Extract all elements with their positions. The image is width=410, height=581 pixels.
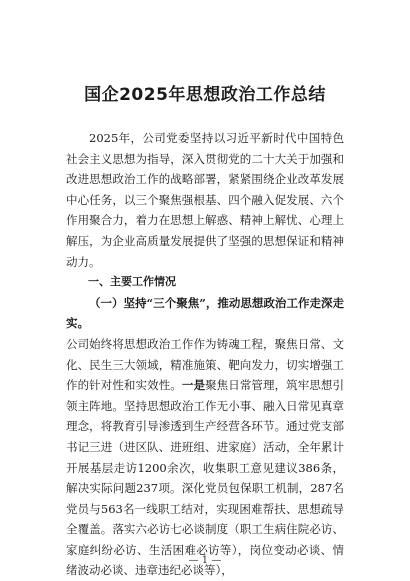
document-title: 国企2025年思想政治工作总结 [84,85,326,105]
document-body [66,128,344,581]
section-heading: 一、主要工作情况 [88,275,176,289]
intro-paragraph: 2025年，公司党委坚持以习近平新时代中国特色社会主义思想为指导，深入贯彻党的二十大关于加强和改进思想政治工作的战略部署，紧紧围绕企业改革发展中心任务，以三个聚焦强根基、四个融入促发展、六个作用聚合力，着力在思想上解惑、精神上解忧、心理上解压，为企业高质量发展提供了坚强的思想保证和精神动力。 [66,131,344,269]
page-number: — 1 — [188,555,222,566]
body-paragraph [66,334,344,581]
paragraph-rest: 聚焦日常管理，筑牢思想引领主阵地。坚持思想政治工作无小事、融入日常见真章理念，将教育引导渗透到生产经营各环节。通过党支部书记三进（进区队、进班组、进家庭）活动，全年累计开展基层走访1200余次，收集职工意见建议386条，解决实际问题237项。深化党员包保职工机制，287名党员与563名一线职工结对，实现困难帮扶、思想疏导全覆盖。落实六必访七必谈制度（职工生病住院必访、家庭纠纷必访、生活困难必访等），岗位变动必谈、情绪波动必谈、违章违纪必谈等）， [66,378,345,578]
paragraph-lead: 公司始终将思想政治工作作为铸魂工程，聚焦日常、文化、民生三大领域，精准施策、靶向发力，切实增强工作的针对性和实效性。 [66,336,344,393]
subsection-heading: （一）坚持“三个聚焦”，推动思想政治工作走深走实。 [66,295,344,331]
ordinal-marker: 一是 [181,378,206,393]
